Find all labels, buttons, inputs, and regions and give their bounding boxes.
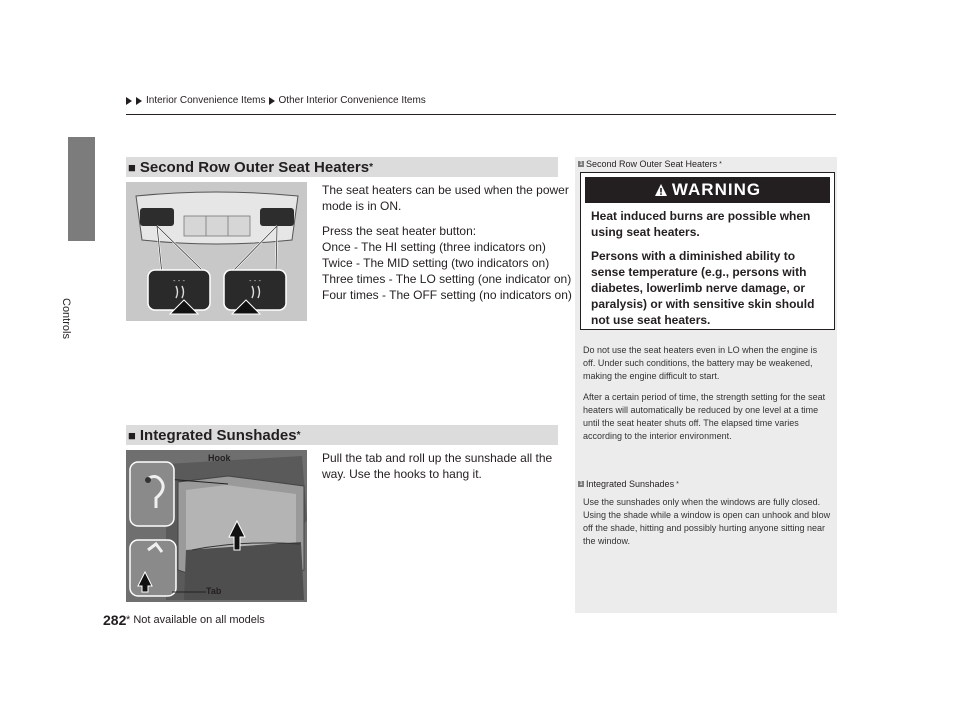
setting-line: Twice - The MID setting (two indicators on) (322, 256, 550, 270)
body-line: The seat heaters can be used when the power (322, 183, 569, 197)
section-title: Second Row Outer Seat Heaters (139, 158, 370, 176)
section-heading-seat-heaters (126, 157, 558, 177)
asterisk-mark: * (719, 160, 722, 168)
sunshade-illustration (126, 450, 307, 602)
warning-paragraph: Persons with a diminished ability to sense temperature (e.g., persons with diabetes, lowerlimb nerve damage, or paralysis) or with sensitive skin should not use seat heaters. (591, 249, 815, 327)
body-line: Pull the tab and roll up the sunshade all the (322, 451, 553, 465)
note-title-seat-heaters (578, 159, 722, 169)
note-paragraph: Do not use the seat heaters even in LO when the engine is off. Under such conditions, the battery may be weakened, making the engine difficult to start. (583, 345, 818, 381)
tab-callout: Tab (206, 586, 222, 596)
note-marker-icon: 1 (579, 481, 583, 487)
breadcrumb-item[interactable]: Interior Convenience Items (146, 95, 266, 106)
note-paragraph: After a certain period of time, the strength setting for the seat heaters will automatically be reduced by one level at a time until the seat heater shuts off. The elapsed time varies according to the interior environment. (583, 392, 826, 441)
seat-heater-instructions (322, 182, 572, 303)
section-title: Integrated Sunshades (139, 426, 297, 444)
sidebar-tab (68, 137, 95, 241)
body-line: Press the seat heater button: (322, 224, 477, 238)
note-title-text: Integrated Sunshades (586, 479, 675, 489)
note-body-sunshades (583, 496, 831, 556)
warning-header (585, 177, 830, 203)
breadcrumb-item[interactable]: Other Interior Convenience Items (278, 95, 426, 106)
svg-text:- - -: - - - (248, 277, 262, 285)
sunshade-figure (126, 450, 307, 602)
breadcrumb (126, 95, 426, 106)
warning-paragraph: Heat induced burns are possible when using seat heaters. (591, 209, 811, 239)
warning-body (581, 203, 834, 341)
body-line: mode is in ON. (322, 199, 402, 213)
seat-heater-figure (126, 182, 307, 321)
note-title-sunshades (578, 479, 679, 489)
note-paragraph: Use the sunshades only when the windows are fully closed. Using the shade while a window is open can unhook and blow off the shade, hitting and possibly hurting anyone sitting near the window. (583, 497, 831, 546)
body-line: way. Use the hooks to hang it. (322, 467, 482, 481)
hook-callout: Hook (208, 453, 231, 463)
triangle-right-icon (136, 97, 142, 105)
triangle-right-icon (126, 97, 132, 105)
seat-heater-illustration (126, 182, 307, 321)
sunshade-instructions (322, 450, 552, 482)
note-title-text: Second Row Outer Seat Heaters (586, 159, 718, 169)
warning-triangle-icon (654, 183, 668, 197)
square-bullet-icon: ■ (128, 159, 136, 175)
asterisk-mark: * (676, 480, 679, 488)
asterisk-mark: * (296, 429, 301, 441)
header-divider (126, 114, 836, 115)
footnote: * Not available on all models (126, 614, 265, 626)
square-bullet-icon: ■ (128, 427, 136, 443)
setting-line: Once - The HI setting (three indicators on) (322, 240, 546, 254)
svg-text:- - -: - - - (172, 277, 186, 285)
sidebar-label: Controls (60, 298, 72, 339)
section-heading-sunshades (126, 425, 558, 445)
note-body-seat-heaters (583, 344, 831, 451)
note-marker-icon: 1 (579, 161, 583, 167)
triangle-right-icon (269, 97, 275, 105)
page-number: 282 (103, 612, 127, 628)
warning-box (580, 172, 835, 330)
warning-heading: WARNING (671, 180, 762, 199)
asterisk-mark: * (369, 161, 373, 173)
setting-line: Four times - The OFF setting (no indicators on) (322, 288, 572, 302)
setting-line: Three times - The LO setting (one indicator on) (322, 272, 572, 286)
